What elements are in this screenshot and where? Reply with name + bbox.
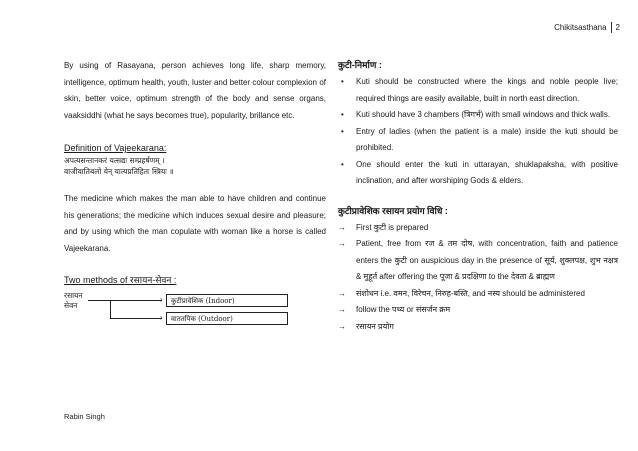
list-item: • One should enter the kuti in uttarayan, shuklapaksha, with positive inclination, and after worshiping Gods & elders.	[338, 157, 618, 190]
kuti-rasayana-procedure-list	[338, 220, 618, 336]
chapter-title: Chikitsasthana	[554, 23, 607, 32]
sanskrit-verse-line-1: अपत्यसन्तानकरं यत्सद्यः सम्प्रहर्षणम् ।	[64, 156, 165, 165]
diagram-arrow-bottom-shaft	[110, 318, 162, 319]
arrow-right-icon: →	[338, 321, 346, 331]
list-item: • Kuti should have 3 chambers (त्रिगर्भ) with small windows and thick walls.	[338, 107, 618, 124]
kuti-construction-heading: कुटी-निर्माण :	[338, 60, 382, 70]
arrow-right-icon: →	[338, 288, 346, 298]
list-item: • Kuti should be constructed where the kings and noble people live; required things are easily available, built in north east direction.	[338, 74, 618, 107]
vajeekarana-definition-heading: Definition of Vajeekarana:	[64, 143, 167, 153]
rasayana-methods-diagram	[64, 291, 326, 335]
arrow-right-icon: →	[338, 222, 346, 232]
diagram-source-label	[64, 291, 83, 311]
diagram-arrow-top-shaft	[110, 300, 162, 301]
bullet-icon: •	[341, 159, 344, 169]
list-item: • Entry of ladies (when the patient is a male) inside the kuti should be prohibited.	[338, 124, 618, 157]
indoor-method-box: कुटीप्रावेशिक (Indoor)	[166, 294, 288, 307]
list-item: → संशोधन i.e. वमन, विरेचन, निरुह-बस्ति, and नस्य should be administered	[338, 286, 618, 303]
left-column	[64, 58, 326, 335]
list-item: → Patient, free from रज & तम दोष, with concentration, faith and patience enters the कुटी on auspicious day in the presence of सूर्य, शुक्लपक्ष, शुभ नक्षत्र & मुहूर्त after offering the पूजा & प्रदक्षिणा to the देवता & ब्राह्मण	[338, 236, 618, 286]
sanskrit-verse-line-2: वाजीवातिबलो येन् यात्यप्रतिहितः स्त्रियः ॥	[64, 167, 174, 176]
bullet-icon: •	[341, 110, 344, 119]
vajeekarana-definition-paragraph: The medicine which makes the man able to have children and continue his generations; the medicine which induces sexual desire and pleasure; and by using which the man copulate with woman like a horse is called Vajeekarana.	[64, 194, 326, 253]
diagram-arrowhead-bottom-icon: ›	[160, 313, 163, 322]
right-column	[338, 58, 618, 335]
list-item: → रसायन प्रयोग	[338, 319, 618, 336]
diagram-source-line-1: रसायन	[64, 291, 83, 300]
footer-author: Rabin Singh	[64, 412, 105, 421]
rasayana-methods-heading: Two methods of रसायन-सेवन :	[64, 275, 177, 285]
arrow-right-icon: →	[338, 305, 346, 314]
diagram-vertical-connector	[110, 300, 111, 318]
bullet-icon: •	[341, 77, 344, 86]
bullet-icon: •	[341, 126, 344, 136]
kuti-construction-list	[338, 74, 618, 190]
outdoor-method-box: वाततपिक (Outdoor)	[166, 312, 288, 325]
diagram-source-line-2: सेवन	[64, 301, 78, 310]
page-header	[554, 22, 620, 33]
arrow-right-icon: →	[338, 239, 346, 248]
diagram-arrowhead-top-icon: ›	[160, 295, 163, 304]
list-item: → follow the पथ्य or संसर्जन क्रम	[338, 302, 618, 319]
header-divider	[611, 22, 612, 33]
rasayana-benefits-paragraph: By using of Rasayana, person achieves long life, sharp memory, intelligence, optimum health, youth, luster and better colour complexion of skin, better voice, optimum strength of the body and sense organs, vaaksiddhi (what he says becomes true), popularity, brillance etc.	[64, 61, 326, 120]
kuti-rasayana-procedure-heading: कुटीप्रावेशिक रसायन प्रयोग विधि :	[338, 205, 448, 216]
list-item: → First कुटी is prepared	[338, 220, 618, 237]
page-number: 2	[615, 23, 620, 32]
